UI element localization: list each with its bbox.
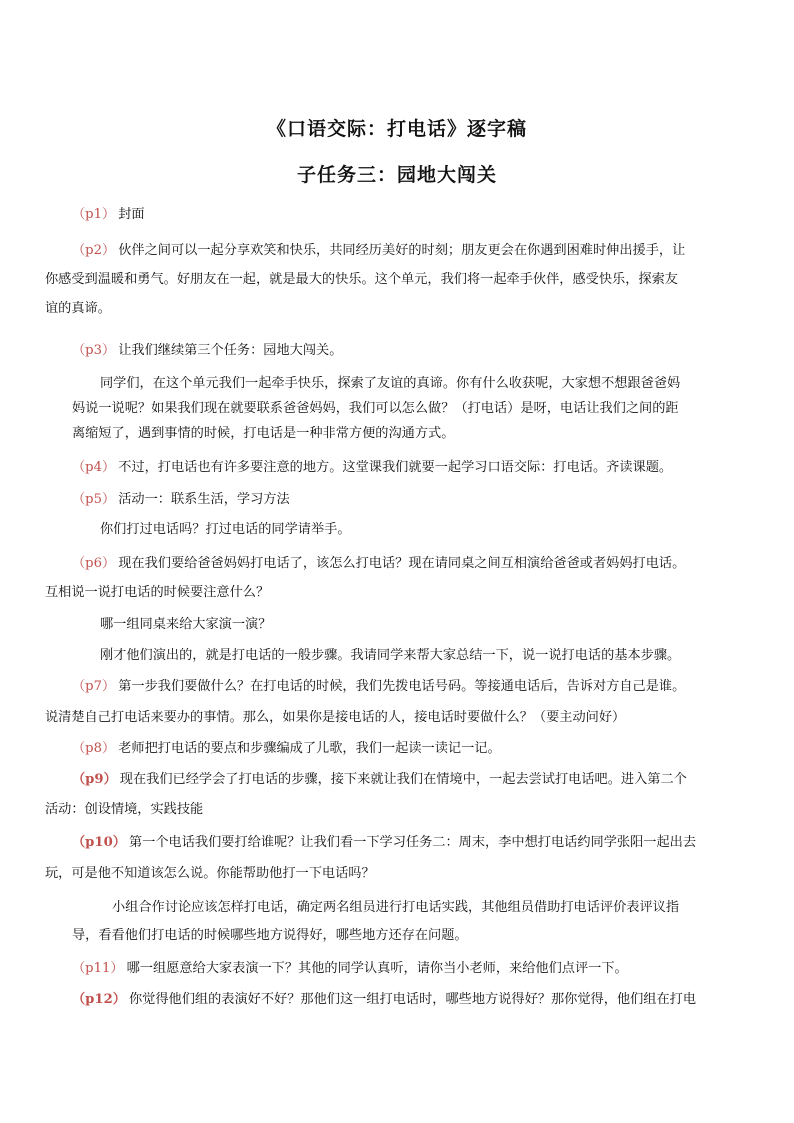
line-text: 小组合作讨论应该怎样打电话，确定两名组员进行打电话实践，其他组员借助打电话评价表评议指 <box>112 900 680 915</box>
line-text: 现在我们已经学会了打电话的步骤，接下来就让我们在情境中，一起去尝试打电话吧。进入第二个 <box>119 772 687 787</box>
paragraph-line <box>112 898 679 918</box>
paragraph-line <box>72 554 685 574</box>
paragraph-line <box>72 833 696 853</box>
paragraph-line <box>72 458 672 478</box>
paragraph-line <box>72 341 342 361</box>
line-text: 你们打过电话吗？打过电话的同学请举手。 <box>100 522 351 537</box>
paragraph-line <box>72 770 687 790</box>
line-text: 导，看看他们打电话的时候哪些地方说得好，哪些地方还存在问题。 <box>72 928 468 943</box>
paragraph-line <box>100 520 351 540</box>
page-tag: （p6） <box>72 556 116 571</box>
line-text: 谊的真谛。 <box>45 301 111 316</box>
page-tag: （p2） <box>72 243 116 258</box>
line-text: 第一个电话我们要打给谁呢？让我们看一下学习任务二：周末，李中想打电话约同学张阳一起出去 <box>128 835 697 850</box>
line-text: 老师把打电话的要点和步骤编成了儿歌，我们一起读一读记一记。 <box>118 741 501 756</box>
page-tag: （p8） <box>72 741 116 756</box>
line-text: 你感受到温暖和勇气。好朋友在一起，就是最大的快乐。这个单元，我们将一起牵手伙伴，感受快乐，探索友 <box>45 272 678 287</box>
line-text: 第一步我们要做什么？在打电话的时候，我们先拨电话号码。等接通电话后，告诉对方自己是谁。 <box>118 679 686 694</box>
page-tag: （p3） <box>72 343 116 358</box>
paragraph-line <box>45 864 375 884</box>
paragraph-line <box>45 583 269 603</box>
line-text: 妈说一说呢？如果我们现在就要联系爸爸妈妈，我们可以怎么做？（打电话）是呀，电话让我们之间的距 <box>72 401 679 416</box>
page-tag: （p10） <box>72 835 126 850</box>
line-text: 现在我们要给爸爸妈妈打电话了，该怎么打电话？现在请同桌之间互相演给爸爸或者妈妈打电话。 <box>118 556 686 571</box>
page-tag: （p5） <box>72 492 116 507</box>
line-text: 你觉得他们组的表演好不好？那他们这一组打电话时，哪些地方说得好？那你觉得，他们组在打电 <box>128 992 697 1007</box>
paragraph-line <box>72 424 454 444</box>
paragraph-line <box>72 241 685 261</box>
paragraph-line <box>72 926 468 946</box>
paragraph-line <box>72 490 290 510</box>
paragraph-line <box>45 270 678 290</box>
line-text: 同学们，在这个单元我们一起牵手快乐，探索了友谊的真谛。你有什么收获呢，大家想不想跟爸爸妈 <box>100 376 681 391</box>
page-tag: （p11） <box>72 961 124 976</box>
paragraph-line <box>72 677 685 697</box>
document-title: 《口语交际：打电话》逐字稿 <box>266 118 527 140</box>
line-text: 玩，可是他不知道该怎么说。你能帮助他打一下电话吗？ <box>45 866 375 881</box>
line-text: 封面 <box>118 207 145 222</box>
paragraph-line <box>45 299 111 319</box>
line-text: 互相说一说打电话的时候要注意什么？ <box>45 585 270 600</box>
paragraph-line <box>100 646 680 666</box>
paragraph-line <box>72 205 145 225</box>
paragraph-line <box>72 739 501 759</box>
page-tag: （p1） <box>72 207 116 222</box>
paragraph-line <box>100 615 271 635</box>
page-tag: （p4） <box>72 460 116 475</box>
page-tag: （p9） <box>72 772 117 787</box>
line-text: 哪一组同桌来给大家演一演？ <box>100 617 272 632</box>
line-text: 活动一：联系生活，学习方法 <box>118 492 290 507</box>
page-tag: （p12） <box>72 992 126 1007</box>
line-text: 伙伴之间可以一起分享欢笑和快乐，共同经历美好的时刻；朋友更会在你遇到困难时伸出援手，让 <box>118 243 686 258</box>
line-text: 说清楚自己打电话来要办的事情。那么，如果你是接电话的人，接电话时要做什么？（要主动问好） <box>45 710 626 725</box>
line-text: 活动：创设情境，实践技能 <box>45 802 204 817</box>
paragraph-line <box>100 374 680 394</box>
line-text: 刚才他们演出的，就是打电话的一般步骤。我请同学来帮大家总结一下，说一说打电话的基本步骤。 <box>100 648 681 663</box>
document-subtitle: 子任务三：园地大闯关 <box>296 164 497 186</box>
line-text: 让我们继续第三个任务：园地大闯关。 <box>118 343 343 358</box>
paragraph-line <box>45 708 625 728</box>
paragraph-line <box>72 990 696 1010</box>
page-tag: （p7） <box>72 679 116 694</box>
line-text: 离缩短了，遇到事情的时候，打电话是一种非常方便的沟通方式。 <box>72 426 455 441</box>
paragraph-line <box>45 800 203 820</box>
paragraph-line <box>72 399 679 419</box>
line-text: 不过，打电话也有许多要注意的地方。这堂课我们就要一起学习口语交际：打电话。齐读课题。 <box>118 460 673 475</box>
paragraph-line <box>72 959 628 979</box>
line-text: 哪一组愿意给大家表演一下？其他的同学认真听，请你当小老师，来给他们点评一下。 <box>126 961 628 976</box>
